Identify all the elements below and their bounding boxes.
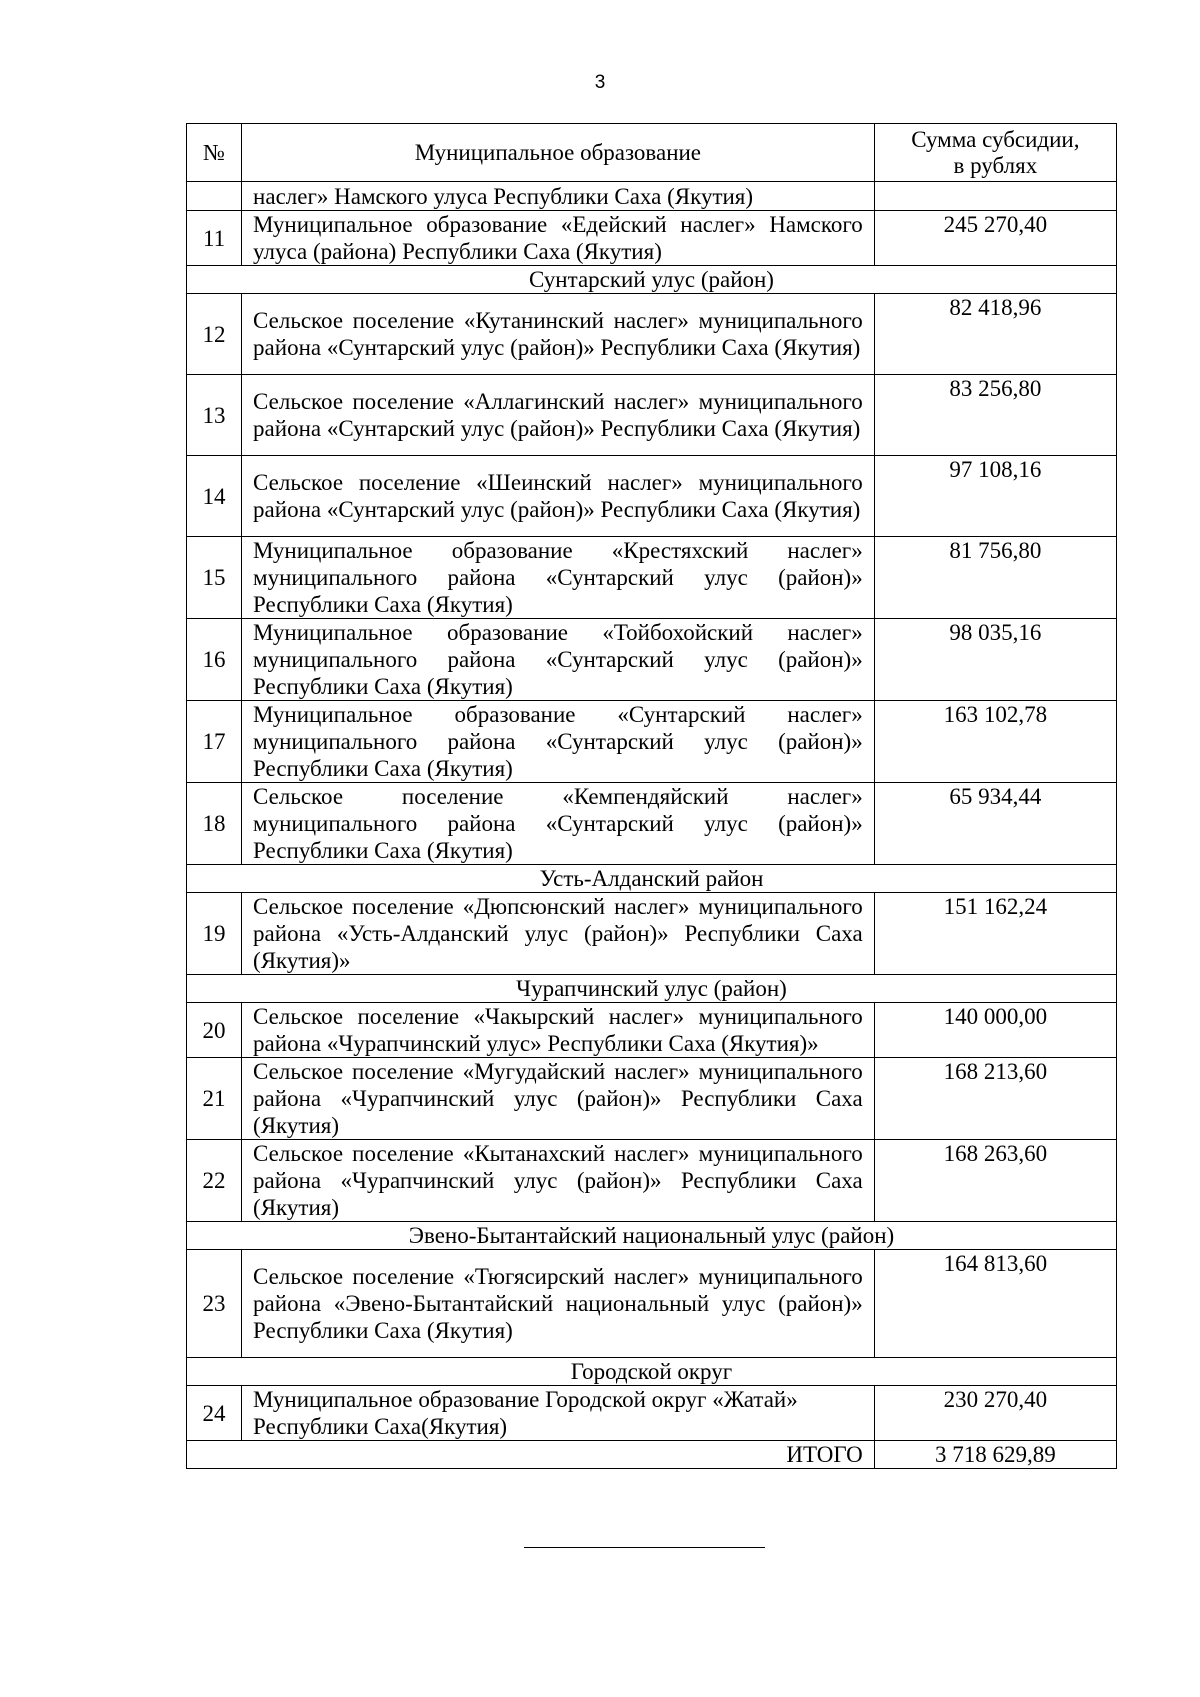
row-municipality	[242, 1058, 875, 1140]
row-amount: 245 270,40	[874, 211, 1116, 266]
row-number: 17	[187, 701, 242, 783]
total-amount: 3 718 629,89	[874, 1441, 1116, 1469]
section-title: Усть-Алданский район	[187, 865, 1117, 893]
total-row	[187, 1441, 1117, 1469]
row-municipality	[242, 1386, 875, 1441]
row-municipality	[242, 1250, 875, 1358]
row-amount: 168 263,60	[874, 1140, 1116, 1222]
municipality-text: Сельское поселение «Шеинский наслег» муниципального района «Сунтарский улус (район)» Республики Саха (Якутия)	[253, 470, 863, 522]
municipality-text: Муниципальное образование «Тойбохойский наслег» муниципального района «Сунтарский улус (район)» Республики Саха (Якутия)	[253, 620, 863, 699]
table-row	[187, 619, 1117, 701]
section-title: Эвено-Бытантайский национальный улус (район)	[187, 1222, 1117, 1250]
row-number: 15	[187, 537, 242, 619]
row-amount: 97 108,16	[874, 456, 1116, 537]
end-divider-line	[524, 1547, 765, 1548]
municipality-text: Муниципальное образование Городской округ «Жатай» Республики Саха(Якутия)	[253, 1387, 798, 1439]
header-amount-line2: в рублях	[953, 152, 1038, 178]
row-amount: 151 162,24	[874, 893, 1116, 975]
table-row	[187, 211, 1117, 266]
row-number: 12	[187, 294, 242, 375]
section-row	[187, 266, 1117, 294]
municipality-text: Сельское поселение «Чакырский наслег» муниципального района «Чурапчинский улус» Республики Саха (Якутия)»	[253, 1004, 863, 1056]
municipality-text: Муниципальное образование «Крестяхский наслег» муниципального района «Сунтарский улус (район)» Республики Саха (Якутия)	[253, 538, 863, 617]
section-row	[187, 1222, 1117, 1250]
row-number: 16	[187, 619, 242, 701]
row-amount	[874, 182, 1116, 211]
row-municipality	[242, 783, 875, 865]
row-amount: 230 270,40	[874, 1386, 1116, 1441]
row-amount: 98 035,16	[874, 619, 1116, 701]
row-municipality	[242, 182, 875, 211]
table-row	[187, 1386, 1117, 1441]
table-row	[187, 1058, 1117, 1140]
row-amount: 168 213,60	[874, 1058, 1116, 1140]
row-number: 21	[187, 1058, 242, 1140]
row-municipality	[242, 294, 875, 375]
row-number: 13	[187, 375, 242, 456]
section-title: Сунтарский улус (район)	[187, 266, 1117, 294]
section-row	[187, 865, 1117, 893]
table-row	[187, 893, 1117, 975]
municipality-text: Муниципальное образование «Сунтарский наслег» муниципального района «Сунтарский улус (район)» Республики Саха (Якутия)	[253, 702, 863, 781]
table-row	[187, 537, 1117, 619]
row-municipality	[242, 619, 875, 701]
table-row	[187, 456, 1117, 537]
row-municipality	[242, 537, 875, 619]
row-number	[187, 182, 242, 211]
header-number: №	[187, 124, 242, 182]
municipality-text: Сельское поселение «Аллагинский наслег» муниципального района «Сунтарский улус (район)» Республики Саха (Якутия)	[253, 389, 863, 441]
row-municipality	[242, 456, 875, 537]
municipality-text: Сельское поселение «Тюгясирский наслег» муниципального района «Эвено-Бытантайский национальный улус (район)» Республики Саха (Якутия)	[253, 1264, 863, 1343]
row-number: 19	[187, 893, 242, 975]
table-row	[187, 701, 1117, 783]
table-row	[187, 1003, 1117, 1058]
row-number: 24	[187, 1386, 242, 1441]
row-number: 11	[187, 211, 242, 266]
page-number: 3	[594, 72, 606, 93]
table-row	[187, 294, 1117, 375]
municipality-text: Сельское поселение «Дюпсюнский наслег» муниципального района «Усть-Алданский улус (район)» Республики Саха (Якутия)»	[253, 894, 863, 973]
municipality-text: Сельское поселение «Кытанахский наслег» муниципального района «Чурапчинский улус (район)» Республики Саха (Якутия)	[253, 1141, 863, 1220]
row-municipality	[242, 893, 875, 975]
municipality-text: Сельское поселение «Мугудайский наслег» муниципального района «Чурапчинский улус (район)» Республики Саха (Якутия)	[253, 1059, 863, 1138]
municipality-text: Муниципальное образование «Едейский наслег» Намского улуса (района) Республики Саха (Якутия)	[253, 212, 863, 264]
row-municipality	[242, 211, 875, 266]
table-row	[187, 182, 1117, 211]
total-label: ИТОГО	[187, 1441, 875, 1469]
continuation-text: наслег» Намского улуса Республики Саха (Якутия)	[253, 183, 754, 209]
table-row	[187, 375, 1117, 456]
row-number: 23	[187, 1250, 242, 1358]
row-amount: 82 418,96	[874, 294, 1116, 375]
row-number: 14	[187, 456, 242, 537]
table-row	[187, 1140, 1117, 1222]
header-municipality: Муниципальное образование	[242, 124, 875, 182]
row-municipality	[242, 375, 875, 456]
subsidy-table	[186, 123, 1117, 1469]
section-row	[187, 975, 1117, 1003]
row-number: 22	[187, 1140, 242, 1222]
row-amount: 83 256,80	[874, 375, 1116, 456]
header-amount-line1: Сумма субсидии,	[911, 126, 1080, 152]
row-amount: 163 102,78	[874, 701, 1116, 783]
header-amount	[874, 124, 1116, 182]
section-row	[187, 1358, 1117, 1386]
municipality-text: Сельское поселение «Кутанинский наслег» муниципального района «Сунтарский улус (район)» Республики Саха (Якутия)	[253, 308, 863, 360]
row-number: 20	[187, 1003, 242, 1058]
row-amount: 81 756,80	[874, 537, 1116, 619]
row-number: 18	[187, 783, 242, 865]
row-amount: 140 000,00	[874, 1003, 1116, 1058]
section-title: Городской округ	[187, 1358, 1117, 1386]
row-municipality	[242, 701, 875, 783]
table-row	[187, 1250, 1117, 1358]
section-title: Чурапчинский улус (район)	[187, 975, 1117, 1003]
table-row	[187, 783, 1117, 865]
row-amount: 65 934,44	[874, 783, 1116, 865]
table-header-row	[187, 124, 1117, 182]
row-amount: 164 813,60	[874, 1250, 1116, 1358]
row-municipality	[242, 1140, 875, 1222]
municipality-text: Сельское поселение «Кемпендяйский наслег» муниципального района «Сунтарский улус (район)» Республики Саха (Якутия)	[253, 784, 863, 863]
row-municipality	[242, 1003, 875, 1058]
